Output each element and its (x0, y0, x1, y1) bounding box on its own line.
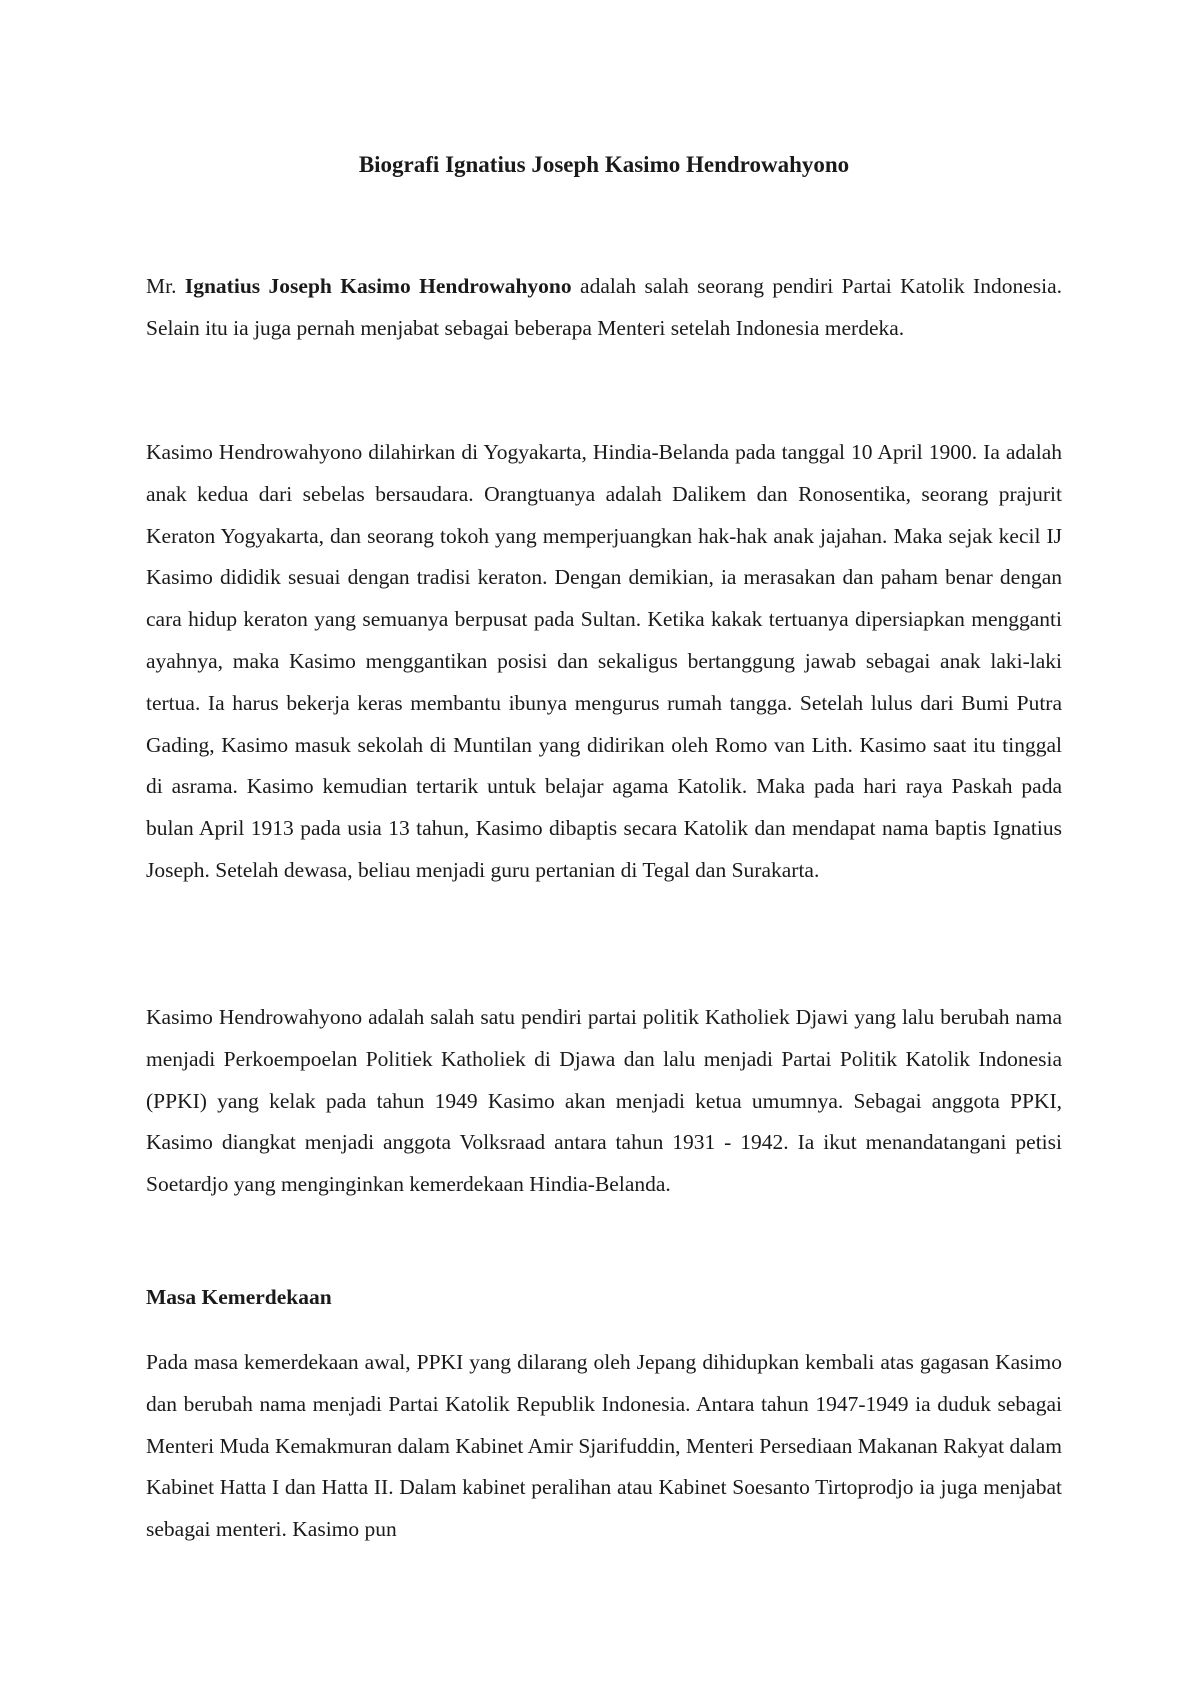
paragraph-early-life: Kasimo Hendrowahyono dilahirkan di Yogyakarta, Hindia-Belanda pada tanggal 10 April 1900. Ia adalah anak kedua dari sebelas bersaudara. Orangtuanya adalah Dalikem dan Ronosentika, seorang prajurit Keraton Yogyakarta, dan seorang tokoh yang memperjuangkan hak-hak anak jajahan. Maka sejak kecil IJ Kasimo dididik sesuai dengan tradisi keraton. Dengan demikian, ia merasakan dan paham benar dengan cara hidup keraton yang semuanya berpusat pada Sultan. Ketika kakak tertuanya dipersiapkan mengganti ayahnya, maka Kasimo menggantikan posisi dan sekaligus bertanggung jawab sebagai anak laki-laki tertua. Ia harus bekerja keras membantu ibunya mengurus rumah tangga. Setelah lulus dari Bumi Putra Gading, Kasimo masuk sekolah di Muntilan yang didirikan oleh Romo van Lith. Kasimo saat itu tinggal di asrama. Kasimo kemudian tertarik untuk belajar agama Katolik. Maka pada hari raya Paskah pada bulan April 1913 pada usia 13 tahun, Kasimo dibaptis secara Katolik dan mendapat nama baptis Ignatius Joseph. Setelah dewasa, beliau menjadi guru pertanian di Tegal dan Surakarta. (146, 440, 1062, 882)
document-title: Biografi Ignatius Joseph Kasimo Hendrowahyono (358, 152, 850, 177)
paragraph-intro-name: Ignatius Joseph Kasimo Hendrowahyono (184, 274, 572, 298)
section-heading: Masa Kemerdekaan (146, 1285, 332, 1309)
paragraph-intro-prefix: Mr. (146, 274, 185, 298)
paragraph-political-career: Kasimo Hendrowahyono adalah salah satu pendiri partai politik Katholiek Djawi yang lalu berubah nama menjadi Perkoempoelan Politiek Katholiek di Djawa dan lalu menjadi Partai Politik Katolik Indonesia (PPKI) yang kelak pada tahun 1949 Kasimo akan menjadi ketua umumnya. Sebagai anggota PPKI, Kasimo diangkat menjadi anggota Volksraad antara tahun 1931 - 1942. Ia ikut menandatangani petisi Soetardjo yang menginginkan kemerdekaan Hindia-Belanda. (146, 1005, 1062, 1197)
paragraph-intro-rest: adalah salah seorang pendiri Partai Katolik Indonesia. Selain itu ia juga pernah menjabat sebagai beberapa Menteri setelah Indonesia merdeka. (146, 274, 1063, 340)
paragraph-independence-era: Pada masa kemerdekaan awal, PPKI yang dilarang oleh Jepang dihidupkan kembali atas gagasan Kasimo dan berubah nama menjadi Partai Katolik Republik Indonesia. Antara tahun 1947-1949 ia duduk sebagai Menteri Muda Kemakmuran dalam Kabinet Amir Sjarifuddin, Menteri Persediaan Makanan Rakyat dalam Kabinet Hatta I dan Hatta II. Dalam kabinet peralihan atau Kabinet Soesanto Tirtoprodjo ia juga menjabat sebagai menteri. Kasimo pun (146, 1350, 1062, 1542)
paragraph-intro (146, 266, 1062, 350)
